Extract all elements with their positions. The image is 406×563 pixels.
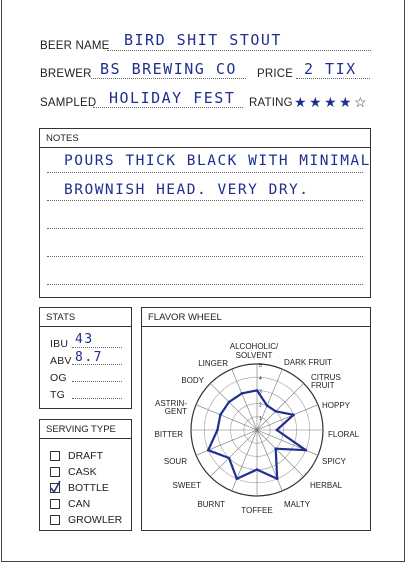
- abv-label: ABV: [50, 355, 72, 367]
- flavor-point: [219, 414, 222, 417]
- wheel-spoke-label: ASTRIN-: [155, 399, 187, 408]
- ibu-line: [72, 347, 122, 348]
- star-filled-icon[interactable]: ★: [324, 94, 337, 110]
- wheel-spoke-label: SOUR: [163, 457, 187, 466]
- notes-line: [47, 228, 363, 229]
- wheel-spoke-label: HERBAL: [310, 481, 343, 490]
- notes-line: [47, 172, 363, 173]
- tg-label: TG: [50, 389, 65, 401]
- wheel-spoke-label: MALTY: [284, 500, 311, 509]
- wheel-spoke-label: SOLVENT: [235, 351, 273, 360]
- wheel-ring-label: 1: [259, 415, 262, 422]
- abv-value[interactable]: 8.7: [75, 350, 103, 365]
- rating-label: RATING: [249, 97, 293, 109]
- wheel-spoke-label: TOFFEE: [241, 506, 273, 515]
- flavor-point: [228, 457, 231, 460]
- wheel-spoke-label: SPICY: [322, 457, 347, 466]
- wheel-spoke-label: BODY: [181, 376, 204, 385]
- serving-option-label: CAN: [68, 498, 91, 510]
- serving-checkbox[interactable]: [50, 499, 60, 509]
- wheel-spoke-label: LINGER: [198, 359, 228, 368]
- brewer-line: [91, 78, 246, 79]
- flavor-wheel-title: FLAVOR WHEEL: [142, 308, 370, 327]
- notes-title: NOTES: [40, 129, 370, 148]
- wheel-spoke-label: SWEET: [172, 481, 201, 490]
- flavor-wheel-chart[interactable]: [142, 327, 370, 530]
- rating-stars[interactable]: [294, 95, 374, 110]
- ibu-value[interactable]: 43: [75, 332, 94, 347]
- serving-title: SERVING TYPE: [40, 420, 131, 439]
- serving-option-label: BOTTLE: [68, 482, 109, 494]
- ibu-label: IBU: [50, 338, 69, 350]
- tg-line[interactable]: [72, 398, 122, 399]
- flavor-point: [256, 468, 259, 471]
- brewer-value[interactable]: BS BREWING CO: [100, 60, 237, 78]
- sampled-line: [93, 107, 243, 108]
- serving-option-label: CASK: [68, 466, 97, 478]
- wheel-spoke-label: BURNT: [197, 500, 225, 509]
- flavor-point: [274, 447, 277, 450]
- wheel-spoke-label: ALCOHOLIC/: [229, 342, 279, 351]
- wheel-ring-label: 2: [259, 402, 262, 409]
- wheel-spoke: [210, 383, 257, 430]
- wheel-spoke-label: DARK FRUIT: [284, 358, 332, 367]
- flavor-point: [241, 392, 244, 395]
- wheel-spoke-label: BITTER: [154, 430, 183, 439]
- og-label: OG: [50, 372, 67, 384]
- flavor-point: [276, 478, 279, 481]
- flavor-point: [274, 410, 277, 413]
- wheel-ring-label: 3: [259, 389, 262, 396]
- serving-checkbox[interactable]: [50, 451, 60, 461]
- notes-line: [47, 256, 363, 257]
- star-filled-icon[interactable]: ★: [294, 94, 307, 110]
- flavor-point: [266, 404, 269, 407]
- flavor-point: [216, 429, 219, 432]
- serving-checkbox[interactable]: [50, 515, 60, 525]
- notes-text-line-2[interactable]: BROWNISH HEAD. VERY DRY.: [64, 182, 310, 198]
- wheel-spoke: [257, 383, 304, 430]
- wheel-spoke-label: CITRUS: [311, 373, 341, 382]
- serving-checkbox[interactable]: [50, 467, 60, 477]
- brewer-label: BREWER: [40, 68, 92, 80]
- wheel-spoke: [257, 430, 304, 477]
- star-filled-icon[interactable]: ★: [339, 94, 352, 110]
- serving-option-label: GROWLER: [68, 514, 123, 526]
- wheel-spoke-label: HOPPY: [322, 401, 351, 410]
- price-label: PRICE: [257, 68, 294, 80]
- notes-text-line-1[interactable]: POURS THICK BLACK WITH MINIMAL: [64, 153, 371, 169]
- price-line: [296, 78, 370, 79]
- price-value[interactable]: 2 TIX: [304, 60, 357, 78]
- notes-line: [47, 284, 363, 285]
- stats-title: STATS: [40, 308, 131, 327]
- wheel-spoke-label: GENT: [164, 407, 187, 416]
- serving-checkbox[interactable]: [50, 483, 60, 493]
- flavor-point: [228, 401, 231, 404]
- star-empty-icon[interactable]: ☆: [354, 94, 367, 110]
- wheel-spoke-label: FRUIT: [311, 381, 335, 390]
- beer-name-line: [107, 50, 371, 51]
- notes-line: [47, 200, 363, 201]
- flavor-point: [236, 478, 239, 481]
- flavor-point: [276, 429, 279, 432]
- sampled-value[interactable]: HOLIDAY FEST: [109, 89, 236, 107]
- serving-option-label: DRAFT: [68, 450, 103, 462]
- flavor-point: [207, 449, 210, 452]
- beer-name-value[interactable]: BIRD SHIT STOUT: [124, 31, 282, 49]
- og-line[interactable]: [72, 381, 122, 382]
- beer-name-label: BEER NAME: [40, 40, 110, 52]
- wheel-spoke-label: FLORAL: [328, 430, 360, 439]
- flavor-point: [292, 414, 295, 417]
- wheel-ring-label: 5: [259, 363, 262, 369]
- flavor-point: [305, 449, 308, 452]
- sampled-label: SAMPLED: [40, 97, 97, 109]
- flavor-point: [256, 389, 259, 392]
- wheel-ring-label: 4: [259, 376, 262, 383]
- star-filled-icon[interactable]: ★: [309, 94, 322, 110]
